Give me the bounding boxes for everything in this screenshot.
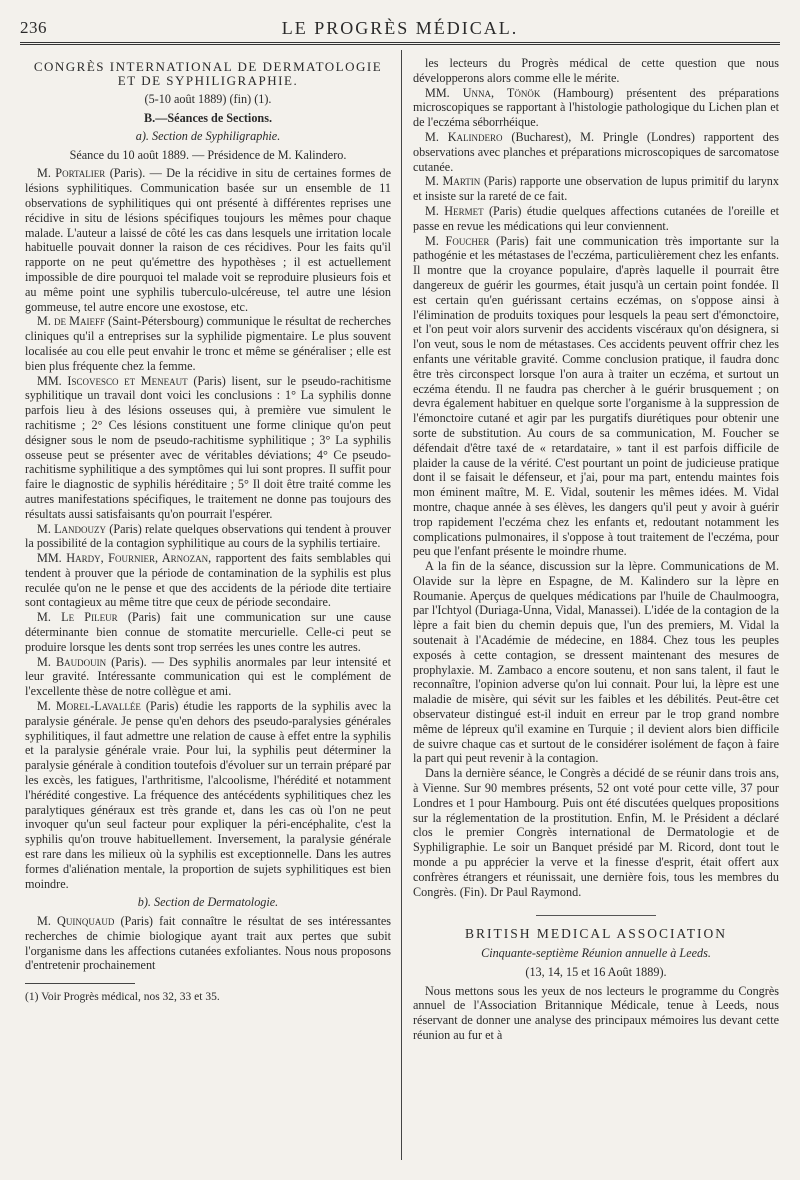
right-paragraph: [413, 130, 779, 174]
right-paragraph: [413, 174, 779, 204]
left-paragraph: [25, 655, 391, 699]
speaker-name: MM. Unna, Tönök: [425, 85, 541, 100]
left-paragraph: [25, 374, 391, 522]
speaker-name: MM. Hardy, Fournier, Arnozan: [37, 551, 209, 566]
speaker-name: M. Martin: [425, 174, 481, 189]
right-paragraph: [413, 86, 779, 130]
section-a-heading: a). Section de Syphiligraphie.: [135, 129, 281, 144]
footnote: (1) Voir Progrès médical, nos 32, 33 et 35.: [25, 991, 220, 1004]
paragraph-quinquaud: [25, 914, 391, 973]
speaker-name: M. Le Pileur: [37, 610, 118, 625]
paragraph-text: (Paris). — De la récidive in situ de certaines formes de lésions syphilitiques. Communication basée sur un ensemble de 11 observations de syphilitiques qui ont présenté à différentes reprises une récidive in situ de lésions spécifiques toujours les mêmes pour chaque malade. L'auteur a laissé de côté les cas dans lesquels une irritation locale habituelle pouvait donner la raison de ces récidives. Pour les faits qu'il rapporte on ne peut qu'émettre des hypothèses ; il est actuellement impossible de dire pourquoi tel malade voit se reproduire plusieurs fois et au même point une syphilis tuberculo-ulcéreuse, tel autre une lésion gommeuse, tel autre encore une exostose, etc.: [25, 166, 391, 314]
paragraph-text: A la fin de la séance, discussion sur la lèpre. Communications de M. Olavide sur la lèpre en Espagne, de M. Kalindero sur la lèpre en Roumanie. Aperçus de quelques médications par l'huile de Chaulmoogra, par l'Ichtyol (Duriaga-Unna, Vidal, Manassei). L'idée de la contagion de la lèpre a fait bien du chemin depuis que, l'un des premiers, M. Vidal la soutenait à l'Académie de médecine, en 1884. Chez tous les peuples exposés à cette contagion, se dressent maintenant des mesures de prophylaxie. M. Zambaco a encore soutenu, et non sans talent, il faut le reconnaître, l'opinion adverse qu'on lui connait. Pour lui, la lèpre est une maladie de misère, qui sévit sur les faibles et les débilités. Peut-être cet observateur distingué est-il induit en erreur par le trop grand nombre même de lépreux qu'il examine en Turquie ; il devient alors bien difficile de suivre chaque cas et surtout de le considérer isolément de façon à faire la part qui peut revenir à la contagion.: [413, 559, 779, 766]
speaker-name: M. Foucher: [425, 233, 490, 248]
bma-title: BRITISH MEDICAL ASSOCIATION: [464, 926, 727, 942]
congress-dates: (5-10 août 1889) (fin) (1).: [144, 92, 272, 106]
speaker-name: M. Kalindero: [425, 129, 503, 144]
section-separator: [536, 915, 656, 916]
paragraph-text: Dans la dernière séance, le Congrès a décidé de se réunir dans trois ans, à Vienne. Sur 90 membres présents, 52 ont voté pour cette ville, 37 pour Londres et 1 pour Hambourg. Puis ont été discutées quelques propositions sur la réglementation de la prostitution. Enfin, M. le Président a déclaré clos le premier Congrès international de Dermatologie et de Syphiligraphie. Le soir un Banquet présidé par M. Ricord, dont tout le monde a pu apprécier la verve et la finesse d'esprit, était offert aux confrères étrangers et réunissait, une dernière fois, tous les membres du Congrès. (Fin). Dr Paul Raymond.: [413, 766, 779, 899]
left-column: [25, 56, 391, 1156]
congress-title-line-2: ET DE SYPHILIGRAPHIE.: [117, 73, 299, 88]
left-paragraph: [25, 699, 391, 891]
paragraph-text: (Paris) étudie les rapports de la syphilis avec la paralysie générale. Je pense qu'en dehors des pseudo-paralysies générales syphilitiques, il faut admettre une relation de cause à effet entre la syphilis et la paralysie générale vraie. Pour lui, la syphilis peut déterminer la paralysie générale à condition toutefois d'évoluer sur un terrain préparé par les excès, les fatigues, l'arthritisme, l'alcoolisme, l'hérédité et notamment l'hérédité congestive. La fréquence des antécédents syphilitiques chez les paralytiques généraux est très grande et, dans les cas où l'on ne peut invoquer qu'un seul facteur pour expliquer la péri-encéphalite, c'est la syphilis qu'on trouve habituellement. Inversement, la paralysie générale est rare dans les milieux où la syphilis est exceptionnelle. Dans les autres formes d'aliénation mentale, la proportion de sujets syphilitiques est bien moindre.: [25, 699, 391, 891]
paragraph-text: (Paris). — Des syphilis anormales par leur intensité et leur gravité. Intéressante communication qui est le complément de l'excellente thèse de notre collègue et ami.: [25, 654, 391, 699]
paragraph-text: (Paris) lisent, sur le pseudo-rachitisme syphilitique un travail dont voici les conclusions : 1° La syphilis donne parfois lieu à des lésions osseuses qui, à première vue simulent le rachitisme ; 2° Ces lésions constituent une forme clinique qu'on peut désigner sous le nom de pseudo-rachitisme syphilitique ; 3° La syphilis osseuse peut se présenter avec de véritables déviations; 4° Ce pseudo-rachitisme syphilitique a des symptômes qui lui sont propres. Il suffit pour faire le diagnostic de syphilis héréditaire ; 5° Il doit être traité comme les autres manifestations spécifiques, le traitement ne donne pas toujours des résultats aussi satisfaisants qu'on pourrait l'espérer.: [25, 373, 391, 521]
left-paragraph: [25, 551, 391, 610]
right-paragraph: [413, 766, 779, 899]
section-b2-heading: b). Section de Dermatologie.: [137, 895, 279, 910]
left-paragraph: [25, 314, 391, 373]
right-paragraph: [413, 204, 779, 234]
paragraph-text: les lecteurs du Progrès médical de cette question que nous développerons alors comme elle le mérite.: [413, 56, 779, 85]
left-paragraph: [25, 522, 391, 552]
paragraph-text: (Paris) fait connaître le résultat de ses intéressantes recherches de chimie biologique ayant trait aux pertes que subit l'organisme dans les affections cutanées exfoliantes. Nous nous proposons d'entretenir prochainement: [25, 914, 391, 973]
paragraph-text: (Paris) fait une communication sur une cause déterminante bien connue de stomatite mercurielle. Celle-ci peut se produire lorsque les dents sont trop serrées les unes contre les autres.: [25, 610, 391, 654]
seance-line: Séance du 10 août 1889. — Présidence de M. Kalindero.: [69, 147, 347, 162]
right-paragraphs: [413, 56, 779, 899]
speaker-name: M. Baudouin: [37, 654, 107, 669]
bma-subtitle: Cinquante-septième Réunion annuelle à Leeds.: [481, 946, 711, 961]
paragraph-text: (Saint-Pétersbourg) communique le résultat de recherches cliniques qu'il a entreprises sur la syphilide pigmentaire. Le plus souvent localisée au cou elle peut envahir le tronc et même se généraliser ; elle est bien plus fréquente chez la femme.: [25, 314, 391, 373]
left-paragraph: [25, 166, 391, 314]
paragraph-text: (Hambourg) présentent des préparations microscopiques se rapportant à l'histologie pathologique du Lichen plan et de l'eczéma séborrhéique.: [413, 85, 779, 130]
congress-title: [25, 60, 391, 88]
speaker-name: MM. Iscovesco et Meneaut: [37, 373, 188, 388]
paragraph-text: (Paris) rapporte une observation de lupus primitif du larynx et insiste sur la rareté de ce fait.: [413, 174, 779, 204]
paragraph-text: (Paris) étudie quelques affections cutanées de l'oreille et passe en revue les médications qui leur conviennent.: [413, 203, 779, 233]
right-paragraph: [413, 234, 779, 560]
paragraph-text: (Paris) fait une communication très importante sur la pathogénie et les métastases de l'eczéma, particulièrement chez les enfants. Il montre que la croyance populaire, d'après laquelle il pourrait être dangereux de guérir les gourmes, était jusqu'à un certain point fondée. Il est certain qu'en guérissant certains eczémas, on s'oppose ainsi à l'élimination de produits toxiques pour lesquels la peau sert d'émonctoire, et l'on peut voir alors survenir des accidents viscéraux qu'on désignera, si l'on veut, sous le nom de métastases. Ces accidents peuvent offrir chez les enfants une véritable gravité. Comme conclusion pratique, il faudra donc être très circonspect lorsque l'on aura à traiter un eczéma, et surtout un eczéma étendu. Il ne faudra pas chercher à le guérir brusquement ; on devra également habituer en quelque sorte l'organisme à la suppression de l'émonctoire cutané et agir par les purgatifs diurétiques pour obtenir une sorte de substitution. Au cours de sa communication, M. Foucher se défendait d'être taxé de « retardataire, » tant il est parfois difficile de plaider la cause de la vérité. C'est pourtant un point de judicieuse pratique dont il se faisait le défenseur, et j'ai, pour ma part, entendu maintes fois mon éminent maître, M. E. Vidal, soutenir les mêmes idées. M. Vidal montre, chaque année à ses élèves, les dangers qu'il peut y avoir à guérir trop rapidement l'eczéma chez les enfants et, redoutant notamment les complications pulmonaires, il s'oppose à tout traitement de l'eczéma, pour peu que l'enfant présente le moindre rhume.: [413, 233, 779, 559]
bma-dates: (13, 14, 15 et 16 Août 1889).: [525, 965, 667, 980]
paragraph-text: (Bucharest), M. Pringle (Londres) rapportent des observations avec planches et préparations microscopiques de sarcomatose cutanée.: [413, 129, 779, 174]
footnote-rule: [25, 983, 135, 984]
right-paragraph: [413, 56, 779, 86]
speaker-name: M. Quinquaud: [37, 914, 115, 929]
paragraph-text: (Paris) relate quelques observations qui tendent à prouver la possibilité de la contagion syphilitique au cours de la syphilis tertiaire.: [25, 521, 391, 551]
running-head: LE PROGRÈS MÉDICAL.: [281, 18, 519, 38]
speaker-name: M. Morel-Lavallée: [37, 699, 141, 714]
column-divider: [401, 50, 402, 1160]
right-paragraph: [413, 559, 779, 766]
header-rule: [20, 42, 780, 45]
left-paragraph: [25, 610, 391, 654]
bma-paragraph: Nous mettons sous les yeux de nos lecteurs le programme du Congrès annuel de l'Association Britannique Médicale, tenue à Leeds, nous réservant de donner une analyse des principaux mémoires lus devant cette réunion au fur et à: [413, 983, 779, 1042]
speaker-name: M. Landouzy: [37, 521, 107, 536]
paragraph-text: , rapportent des faits semblables qui tendent à prouver que la période de contamination de la syphilis est plus reculée qu'on ne le pense et que des accidents de la période dite tertiaire sont contagieux au même titre que ceux de période secondaire.: [25, 551, 391, 610]
speaker-name: M. Portalier: [37, 166, 106, 181]
congress-title-line-1: CONGRÈS INTERNATIONAL DE DERMATOLOGIE: [33, 59, 383, 74]
left-paragraphs: [25, 166, 391, 891]
speaker-name: M. de Maieff: [37, 314, 106, 329]
right-column: [413, 56, 779, 1156]
page-number: 236: [20, 18, 47, 37]
speaker-name: M. Hermet: [425, 203, 484, 218]
section-b-heading: B.—Séances de Sections.: [144, 110, 272, 125]
